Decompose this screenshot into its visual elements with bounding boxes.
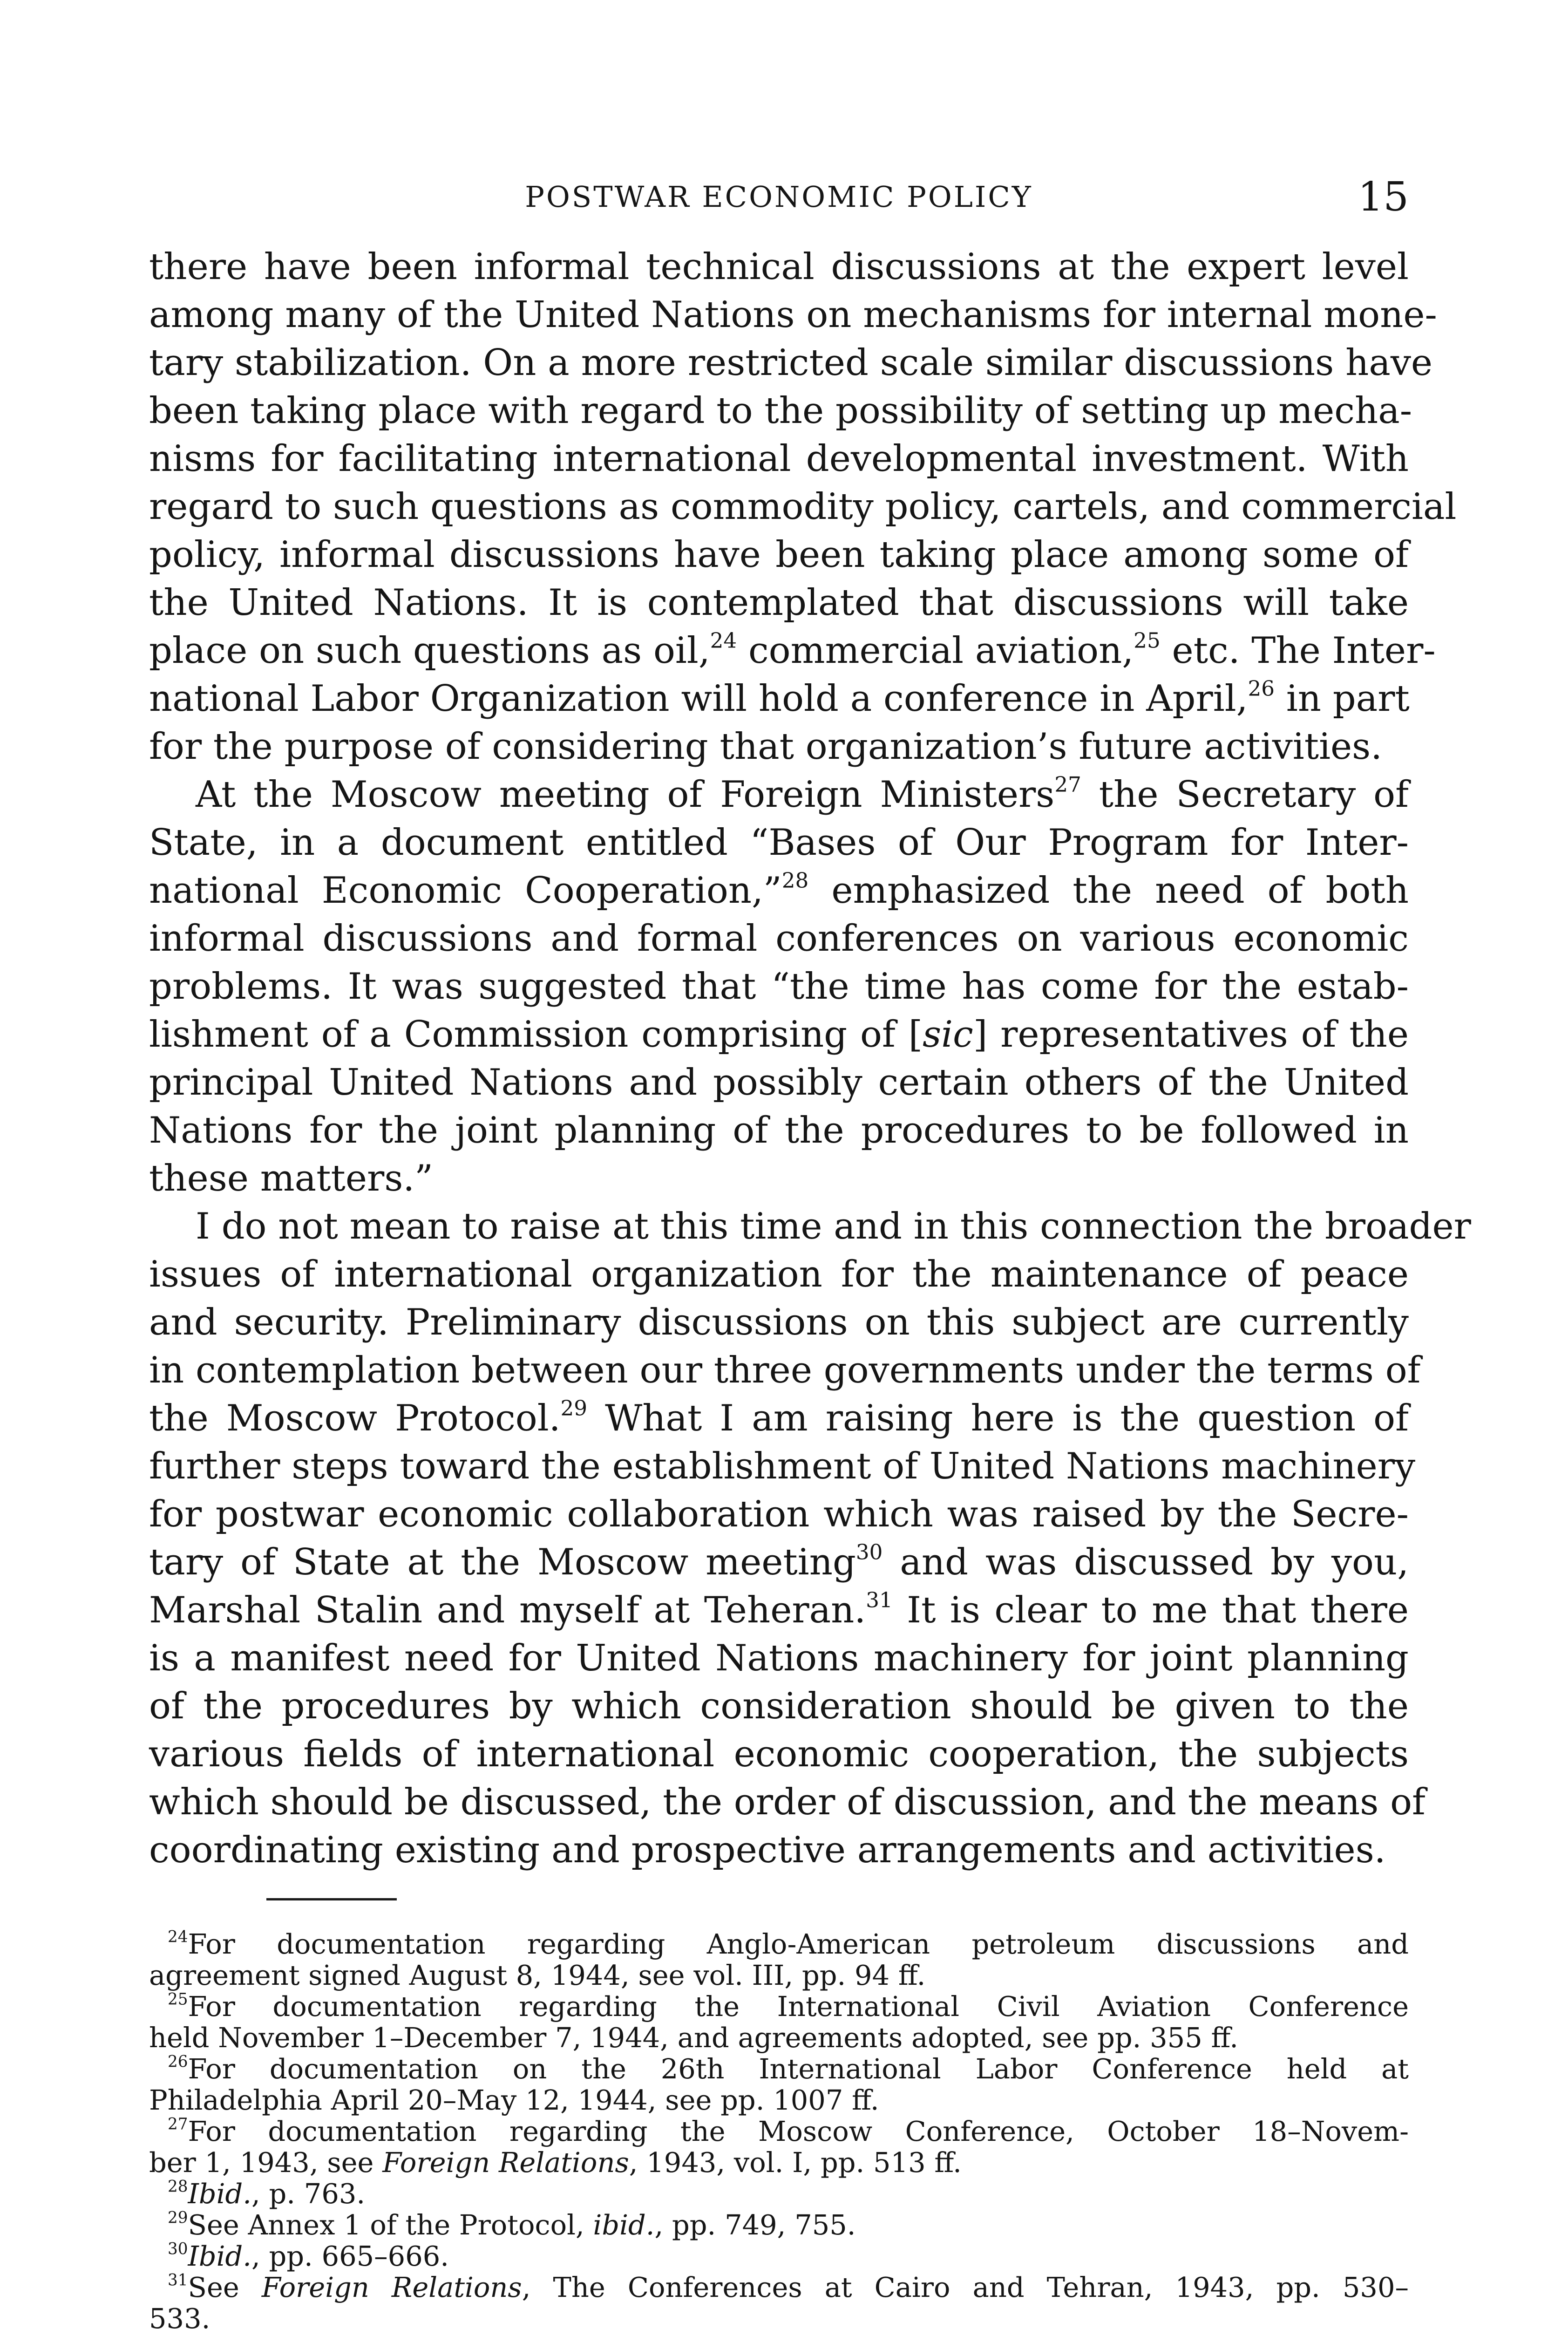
footnote-text: See Annex 1 of the Protocol,: [188, 2209, 593, 2241]
footnote-text: For documentation regarding the Moscow Conference, October 18–Novem-: [188, 2115, 1409, 2147]
body-line: issues of international organization for the maintenance of peace: [149, 1253, 1409, 1295]
footnote-mark: 28: [168, 2177, 188, 2196]
footnote-28: [149, 2178, 1409, 2209]
footnote-line: held November 1–December 7, 1944, and agreements adopted, see pp. 355 ff.: [149, 2022, 1239, 2054]
body-text-run: etc. The Inter-: [1160, 630, 1436, 672]
body-text-run: At the Moscow meeting of Foreign Ministers: [196, 774, 1055, 816]
body-line: [149, 627, 1436, 675]
footnote-30: [149, 2240, 1409, 2272]
body-line: [149, 771, 1409, 819]
footnotes: [149, 1928, 1409, 2329]
body-line: and security. Preliminary discussions on this subject are currently: [149, 1301, 1409, 1343]
body-text-run: national Economic Cooperation,”: [149, 870, 782, 912]
body-line: I do not mean to raise at this time and in this connection the broader: [196, 1205, 1471, 1247]
body-text-run: tary of State at the Moscow meeting: [149, 1541, 856, 1583]
body-line: regard to such questions as commodity policy, cartels, and commercial: [149, 486, 1457, 528]
footnote-line: [149, 2147, 1409, 2178]
body-line: informal discussions and formal conferences on various economic: [149, 918, 1409, 960]
footnote-ref-27: 27: [1054, 772, 1081, 797]
body-line: nisms for facilitating international developmental investment. With: [149, 438, 1409, 480]
body-text-run: Marshal Stalin and myself at Teheran.: [149, 1589, 866, 1631]
body-line: various fields of international economic cooperation, the subjects: [149, 1733, 1409, 1775]
footnote-text: , 1943, vol. I, pp. 513 ff.: [629, 2146, 962, 2179]
footnote-mark: 25: [168, 1990, 188, 2009]
footnote-25: [149, 1991, 1409, 2022]
body-line: [149, 867, 1409, 915]
body-line: of the procedures by which consideration should be given to the: [149, 1685, 1409, 1727]
body-text-run: national Labor Organization will hold a conference in April,: [149, 678, 1248, 720]
body-line: [149, 1587, 1409, 1634]
body-text-run: lishment of a Commission comprising of [: [149, 1014, 923, 1056]
body-text-run: commercial aviation,: [737, 630, 1134, 672]
footnote-29: [149, 2209, 1409, 2240]
body-line: [149, 675, 1409, 723]
body-line: [149, 1395, 1409, 1443]
footnote-text: See: [188, 2271, 262, 2303]
body-line: principal United Nations and possibly certain others of the United: [149, 1062, 1409, 1103]
body-text-run: What I am raising here is the question of: [587, 1397, 1409, 1439]
body-line: [149, 1539, 1409, 1587]
body-line: tary stabilization. On a more restricted scale similar discussions have: [149, 342, 1433, 384]
body-text-run: in part: [1275, 678, 1410, 720]
footnote-mark: 26: [168, 2052, 188, 2071]
body-line: State, in a document entitled “Bases of Our Program for Inter-: [149, 822, 1409, 864]
body-line: Nations for the joint planning of the procedures to be followed in: [149, 1110, 1409, 1151]
body-text-run: It is clear to me that there: [892, 1589, 1409, 1631]
footnote-text: , p. 763.: [251, 2178, 366, 2210]
body-text-run: the Secretary of: [1081, 774, 1409, 816]
footnote-ref-31: 31: [866, 1587, 893, 1613]
body-text-run: the Moscow Protocol.: [149, 1397, 561, 1439]
footnote-line: Philadelphia April 20–May 12, 1944, see pp. 1007 ff.: [149, 2084, 879, 2116]
body-line: in contemplation between our three governments under the terms of: [149, 1349, 1421, 1391]
body-text-run: place on such questions as oil,: [149, 630, 710, 672]
footnote-mark: 31: [168, 2271, 188, 2290]
sic-italic: sic: [923, 1014, 973, 1056]
footnote-mark: 27: [168, 2115, 188, 2134]
footnote-ref-28: 28: [781, 868, 809, 893]
footnote-27: [149, 2116, 1409, 2147]
page-number: 15: [1358, 174, 1409, 220]
body-line: problems. It was suggested that “the time has come for the estab-: [149, 966, 1409, 1008]
footnote-italic: Ibid.: [188, 2178, 252, 2210]
body-line: these matters.”: [149, 1158, 434, 1199]
footnote-text: For documentation regarding Anglo-American petroleum discussions and: [188, 1928, 1409, 1960]
running-title: POSTWAR ECONOMIC POLICY: [525, 180, 1033, 214]
footnote-31: [149, 2272, 1409, 2303]
footnote-text: , pp. 749, 755.: [654, 2209, 856, 2241]
body-line: there have been informal technical discussions at the expert level: [149, 246, 1409, 288]
body-line: which should be discussed, the order of discussion, and the means of: [149, 1781, 1425, 1823]
body-line: is a manifest need for United Nations machinery for joint planning: [149, 1637, 1409, 1679]
footnote-ref-25: 25: [1134, 628, 1161, 653]
footnote-ref-24: 24: [710, 628, 737, 653]
body-line: been taking place with regard to the possibility of setting up mecha-: [149, 390, 1412, 432]
body-line: further steps toward the establishment of United Nations machinery: [149, 1445, 1416, 1487]
body-text: [149, 243, 1471, 1874]
footnote-ref-26: 26: [1248, 676, 1275, 701]
footnote-italic: Ibid.: [188, 2240, 252, 2272]
body-text-run: and was discussed by you,: [882, 1541, 1409, 1583]
footnote-text: , The Conferences at Cairo and Tehran, 1943, pp. 530–: [522, 2271, 1409, 2303]
footnote-italic: Foreign Relations: [382, 2146, 629, 2179]
footnote-mark: 29: [168, 2208, 188, 2227]
body-line: [149, 1011, 1409, 1059]
body-line: coordinating existing and prospective arrangements and activities.: [149, 1829, 1386, 1871]
footnote-text: For documentation regarding the International Civil Aviation Conference: [188, 1990, 1409, 2023]
footnote-divider: [266, 1898, 397, 1900]
footnote-text: ber 1, 1943, see: [149, 2146, 383, 2179]
footnote-ref-29: 29: [560, 1396, 588, 1421]
footnote-24: [149, 1928, 1409, 1960]
footnote-mark: 30: [168, 2240, 188, 2259]
footnote-text: For documentation on the 26th International Labor Conference held at: [188, 2053, 1409, 2085]
body-line: for the purpose of considering that organization’s future activities.: [149, 726, 1383, 768]
body-line: the United Nations. It is contemplated that discussions will take: [149, 582, 1409, 624]
footnote-mark: 24: [168, 1927, 188, 1947]
footnote-26: [149, 2053, 1409, 2084]
body-line: policy, informal discussions have been taking place among some of: [149, 534, 1409, 576]
footnote-italic: Foreign Relations: [261, 2271, 522, 2303]
body-text-run: emphasized the need of both: [808, 870, 1409, 912]
body-text-run: ] representatives of the: [973, 1014, 1409, 1056]
body-line: for postwar economic collaboration which was raised by the Secre-: [149, 1493, 1409, 1535]
footnote-italic: ibid.: [593, 2209, 655, 2241]
footnote-ref-30: 30: [855, 1539, 883, 1565]
footnote-text: , pp. 665–666.: [251, 2240, 449, 2272]
body-line: among many of the United Nations on mechanisms for internal mone-: [149, 294, 1437, 336]
footnote-line: 533.: [149, 2302, 210, 2329]
footnote-line: agreement signed August 8, 1944, see vol. III, pp. 94 ff.: [149, 1959, 926, 1991]
running-head: [149, 174, 1409, 220]
